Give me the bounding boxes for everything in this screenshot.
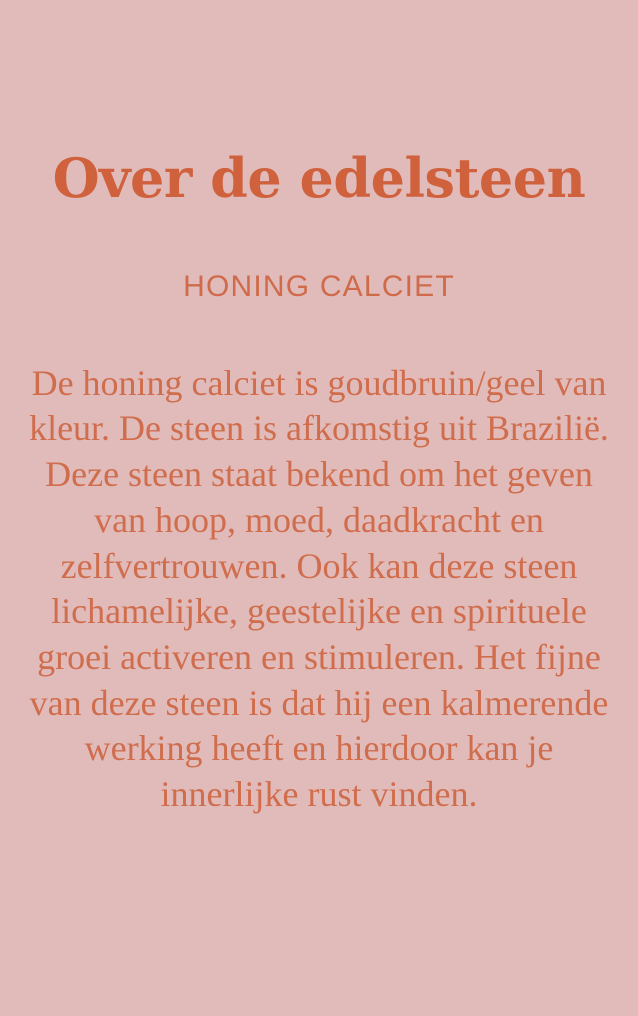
page-title: Over de edelsteen [52,146,586,210]
gemstone-name-subtitle: HONING CALCIET [183,269,455,303]
gemstone-description: De honing calciet is goudbruin/geel van kleur. De steen is afkomstig uit Brazilië. Deze steen staat bekend om het geven van hoop, moed, daadkracht en zelfvertrouwen. Ook kan deze steen lichamelijke, geestelijke en spirituele groei activeren en stimuleren. Het fijne van deze steen is dat hij een kalmerende werking heeft en hierdoor kan je innerlijke rust vinden. [29,362,609,815]
